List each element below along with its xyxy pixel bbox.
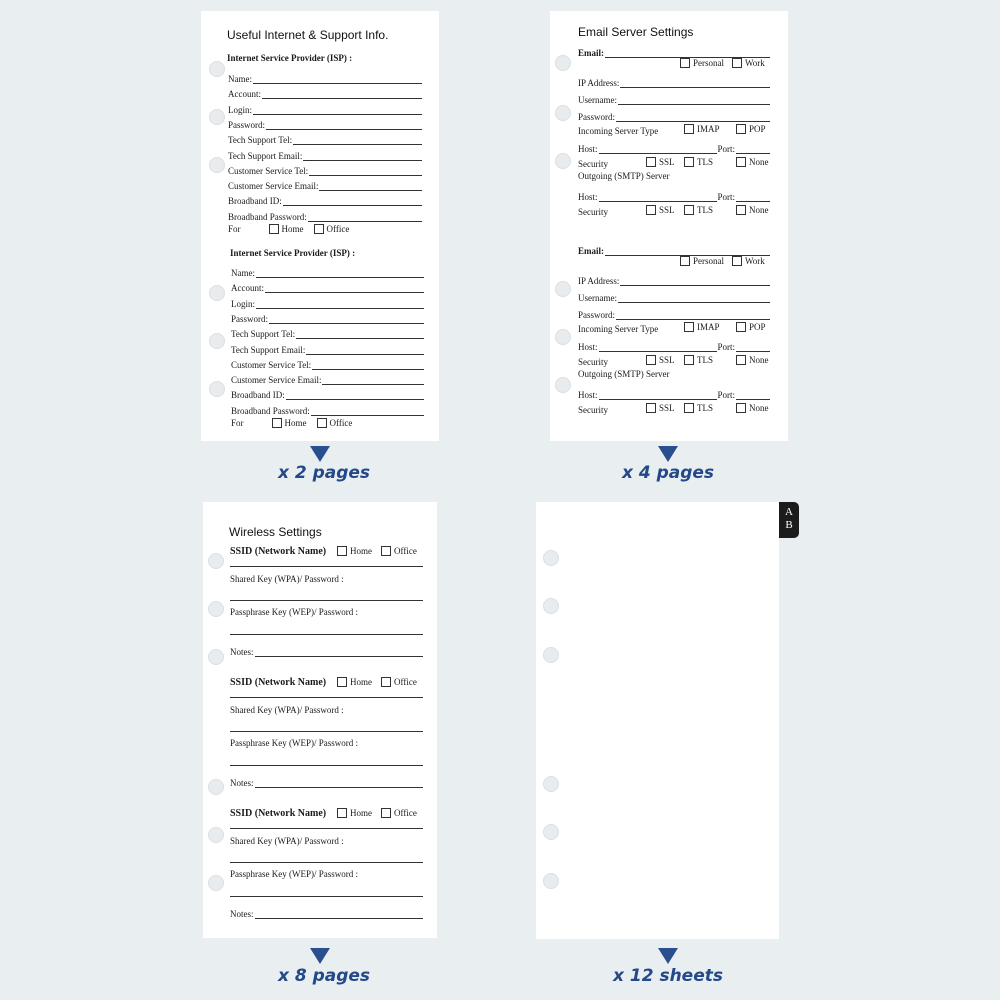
form-row bbox=[578, 142, 770, 154]
ssid-line[interactable] bbox=[230, 828, 423, 829]
form-row bbox=[231, 416, 424, 428]
form-row bbox=[231, 404, 424, 416]
isp-field-line[interactable] bbox=[283, 198, 422, 206]
tls-checkbox-box[interactable] bbox=[684, 205, 694, 215]
ssid-label: SSID (Network Name) bbox=[230, 808, 327, 819]
isp-field-line[interactable] bbox=[296, 331, 424, 339]
imap-checkbox[interactable] bbox=[684, 322, 720, 332]
username-line[interactable] bbox=[618, 97, 770, 105]
field-label: Username: bbox=[578, 95, 617, 105]
ssl-checkbox[interactable] bbox=[646, 355, 675, 365]
form-row bbox=[231, 266, 424, 278]
personal-checkbox[interactable] bbox=[680, 256, 724, 266]
punch-hole bbox=[208, 827, 224, 843]
isp-field-label: Customer Service Tel: bbox=[231, 359, 312, 370]
form-row bbox=[228, 179, 422, 191]
form-row bbox=[231, 358, 424, 370]
home-checkbox-label: Home bbox=[350, 546, 372, 556]
isp-field-line[interactable] bbox=[269, 316, 424, 324]
tls-checkbox-label: TLS bbox=[697, 355, 714, 365]
password-line[interactable] bbox=[616, 114, 770, 122]
host-label: Host: bbox=[578, 342, 598, 352]
none-checkbox-box[interactable] bbox=[736, 355, 746, 365]
tls-checkbox[interactable] bbox=[684, 205, 713, 215]
isp-field-line[interactable] bbox=[253, 107, 422, 115]
none-checkbox-label: None bbox=[749, 403, 769, 413]
passphrase-line[interactable] bbox=[230, 634, 423, 635]
host-label: Host: bbox=[578, 390, 598, 400]
punch-hole bbox=[543, 776, 559, 792]
form-row bbox=[578, 110, 770, 122]
isp-field-line[interactable] bbox=[293, 137, 422, 145]
isp-field-label: Broadband ID: bbox=[231, 390, 285, 401]
imap-checkbox-label: IMAP bbox=[697, 124, 720, 134]
office-checkbox-label: Office bbox=[394, 808, 417, 818]
form-row bbox=[231, 312, 424, 324]
office-checkbox-label: Office bbox=[394, 677, 417, 687]
punch-hole bbox=[209, 333, 225, 349]
isp-field-line[interactable] bbox=[256, 301, 424, 309]
tls-checkbox-label: TLS bbox=[697, 157, 714, 167]
form-row bbox=[578, 93, 770, 105]
punch-hole bbox=[209, 61, 225, 77]
form-row bbox=[578, 190, 770, 202]
punch-hole bbox=[209, 381, 225, 397]
ssl-checkbox-label: SSL bbox=[659, 157, 675, 167]
isp-field-line[interactable] bbox=[308, 214, 422, 222]
isp-section-header: Internet Service Provider (ISP) : bbox=[230, 248, 356, 258]
office-checkbox-box[interactable] bbox=[381, 677, 391, 687]
shared-key-label: Shared Key (WPA)/ Password : bbox=[230, 574, 344, 584]
personal-checkbox[interactable] bbox=[680, 58, 724, 68]
form-row bbox=[231, 373, 424, 385]
isp-field-label: Password: bbox=[228, 119, 266, 130]
notes-label: Notes: bbox=[230, 647, 254, 657]
work-checkbox[interactable] bbox=[732, 58, 765, 68]
imap-checkbox-label: IMAP bbox=[697, 322, 720, 332]
page-count-wireless: x 8 pages bbox=[277, 966, 371, 986]
pop-checkbox-label: POP bbox=[749, 322, 766, 332]
ssl-checkbox-box[interactable] bbox=[646, 403, 656, 413]
form-row bbox=[578, 291, 770, 303]
isp-field-line[interactable] bbox=[311, 408, 424, 416]
isp-field-line[interactable] bbox=[322, 377, 424, 385]
host-label: Host: bbox=[578, 144, 598, 154]
form-row bbox=[228, 72, 422, 84]
punch-hole bbox=[555, 329, 571, 345]
form-row bbox=[230, 645, 423, 657]
form-row bbox=[231, 281, 424, 293]
email-line[interactable] bbox=[605, 248, 770, 256]
notes-line[interactable] bbox=[255, 649, 424, 657]
down-arrow-icon bbox=[658, 948, 678, 964]
personal-checkbox-label: Personal bbox=[693, 256, 724, 266]
personal-checkbox-box[interactable] bbox=[680, 58, 690, 68]
office-checkbox-box[interactable] bbox=[381, 546, 391, 556]
isp-field-label: Account: bbox=[231, 283, 264, 294]
form-row bbox=[228, 133, 422, 145]
isp-field-label: Login: bbox=[228, 104, 252, 115]
isp-section-header: Internet Service Provider (ISP) : bbox=[227, 53, 353, 63]
page-count-isp: x 2 pages bbox=[277, 463, 371, 483]
pop-checkbox[interactable] bbox=[736, 124, 766, 134]
ip-line[interactable] bbox=[620, 80, 770, 88]
punch-hole bbox=[555, 377, 571, 393]
punch-hole bbox=[543, 647, 559, 663]
field-label: IP Address: bbox=[578, 276, 620, 286]
passphrase-line[interactable] bbox=[230, 765, 423, 766]
home-checkbox-box[interactable] bbox=[337, 677, 347, 687]
punch-hole bbox=[208, 601, 224, 617]
punch-hole bbox=[208, 553, 224, 569]
form-row bbox=[231, 388, 424, 400]
punch-hole bbox=[555, 55, 571, 71]
isp-field-label: Customer Service Tel: bbox=[228, 165, 309, 176]
form-row bbox=[231, 343, 424, 355]
punch-hole bbox=[555, 105, 571, 121]
form-row bbox=[578, 274, 770, 286]
none-checkbox-label: None bbox=[749, 157, 769, 167]
notes-label: Notes: bbox=[230, 909, 254, 919]
form-row bbox=[578, 340, 770, 352]
isp-field-label: Customer Service Email: bbox=[231, 375, 322, 386]
shared-key-label: Shared Key (WPA)/ Password : bbox=[230, 836, 344, 846]
work-checkbox-label: Work bbox=[745, 256, 765, 266]
down-arrow-icon bbox=[310, 948, 330, 964]
port-line[interactable] bbox=[736, 194, 770, 202]
office-checkbox[interactable] bbox=[381, 808, 417, 818]
work-checkbox[interactable] bbox=[732, 256, 765, 266]
punch-hole bbox=[543, 598, 559, 614]
ssl-checkbox-box[interactable] bbox=[646, 205, 656, 215]
blank-sheet bbox=[536, 502, 779, 939]
passphrase-label: Passphrase Key (WEP)/ Password : bbox=[230, 738, 358, 748]
shared-key-label: Shared Key (WPA)/ Password : bbox=[230, 705, 344, 715]
isp-field-line[interactable] bbox=[265, 285, 424, 293]
form-row bbox=[231, 327, 424, 339]
ssid-label: SSID (Network Name) bbox=[230, 677, 327, 688]
passphrase-line[interactable] bbox=[230, 896, 423, 897]
field-label: Password: bbox=[578, 310, 616, 320]
host-line[interactable] bbox=[599, 344, 718, 352]
tls-checkbox-box[interactable] bbox=[684, 157, 694, 167]
security-label: Security bbox=[578, 357, 608, 367]
incoming-server-label: Incoming Server Type bbox=[578, 126, 659, 136]
form-row bbox=[578, 244, 770, 256]
tls-checkbox[interactable] bbox=[684, 355, 713, 365]
isp-field-label: Tech Support Tel: bbox=[228, 135, 293, 146]
isp-field-label: Account: bbox=[228, 89, 261, 100]
form-row bbox=[228, 164, 422, 176]
for-label: For bbox=[228, 224, 241, 234]
field-label: Password: bbox=[578, 112, 616, 122]
outgoing-server-label: Outgoing (SMTP) Server bbox=[578, 171, 670, 181]
isp-field-line[interactable] bbox=[262, 91, 422, 99]
email-settings-page bbox=[550, 11, 788, 441]
office-checkbox-box[interactable] bbox=[381, 808, 391, 818]
ssl-checkbox-label: SSL bbox=[659, 205, 675, 215]
isp-field-line[interactable] bbox=[303, 153, 422, 161]
punch-hole bbox=[208, 779, 224, 795]
port-label: Port: bbox=[717, 144, 735, 154]
isp-field-label: Tech Support Email: bbox=[228, 150, 303, 161]
page-count-blank: x 12 sheets bbox=[613, 966, 723, 986]
punch-hole bbox=[209, 109, 225, 125]
ssid-line[interactable] bbox=[230, 566, 423, 567]
punch-hole bbox=[555, 153, 571, 169]
office-checkbox[interactable] bbox=[317, 418, 327, 428]
punch-hole bbox=[209, 157, 225, 173]
home-checkbox[interactable] bbox=[337, 808, 372, 818]
form-row bbox=[228, 194, 422, 206]
office-label: Office bbox=[329, 418, 353, 428]
port-line[interactable] bbox=[736, 344, 770, 352]
work-checkbox-box[interactable] bbox=[732, 256, 742, 266]
office-checkbox[interactable] bbox=[381, 677, 417, 687]
field-label: IP Address: bbox=[578, 78, 620, 88]
office-label: Office bbox=[326, 224, 350, 234]
home-checkbox[interactable] bbox=[337, 546, 372, 556]
tls-checkbox-label: TLS bbox=[697, 403, 714, 413]
isp-field-line[interactable] bbox=[256, 270, 424, 278]
punch-hole bbox=[555, 281, 571, 297]
office-checkbox-label: Office bbox=[394, 546, 417, 556]
form-row bbox=[228, 222, 422, 234]
isp-field-label: Broadband ID: bbox=[228, 196, 282, 207]
office-checkbox[interactable] bbox=[314, 224, 324, 234]
tls-checkbox-box[interactable] bbox=[684, 355, 694, 365]
passphrase-label: Passphrase Key (WEP)/ Password : bbox=[230, 869, 358, 879]
host-label: Host: bbox=[578, 192, 598, 202]
for-label: For bbox=[231, 418, 244, 428]
shared-key-line[interactable] bbox=[230, 600, 423, 601]
down-arrow-icon bbox=[658, 446, 678, 462]
punch-hole bbox=[208, 649, 224, 665]
notes-line[interactable] bbox=[255, 780, 424, 788]
home-checkbox[interactable] bbox=[269, 224, 279, 234]
form-row bbox=[228, 103, 422, 115]
down-arrow-icon bbox=[310, 446, 330, 462]
ssl-checkbox[interactable] bbox=[646, 403, 675, 413]
email-label: Email: bbox=[578, 246, 604, 256]
isp-field-label: Login: bbox=[231, 298, 255, 309]
none-checkbox-label: None bbox=[749, 355, 769, 365]
isp-field-line[interactable] bbox=[319, 183, 422, 191]
isp-info-page bbox=[201, 11, 439, 441]
work-checkbox-label: Work bbox=[745, 58, 765, 68]
imap-checkbox-box[interactable] bbox=[684, 322, 694, 332]
ssl-checkbox[interactable] bbox=[646, 205, 675, 215]
isp-field-label: Broadband Password: bbox=[228, 211, 307, 222]
none-checkbox-box[interactable] bbox=[736, 157, 746, 167]
password-line[interactable] bbox=[616, 312, 770, 320]
form-row bbox=[578, 388, 770, 400]
alphabet-tab bbox=[779, 502, 799, 538]
none-checkbox[interactable] bbox=[736, 157, 769, 167]
tab-letter: A bbox=[785, 506, 793, 518]
security-label: Security bbox=[578, 207, 608, 217]
passphrase-label: Passphrase Key (WEP)/ Password : bbox=[230, 607, 358, 617]
isp-field-line[interactable] bbox=[266, 122, 422, 130]
ssl-checkbox[interactable] bbox=[646, 157, 675, 167]
none-checkbox-label: None bbox=[749, 205, 769, 215]
tls-checkbox[interactable] bbox=[684, 157, 713, 167]
email-label: Email: bbox=[578, 48, 604, 58]
isp-field-label: Name: bbox=[228, 74, 252, 84]
form-row bbox=[578, 308, 770, 320]
tls-checkbox-label: TLS bbox=[697, 205, 714, 215]
pop-checkbox-box[interactable] bbox=[736, 322, 746, 332]
office-checkbox[interactable] bbox=[381, 546, 417, 556]
email-line[interactable] bbox=[605, 50, 770, 58]
port-label: Port: bbox=[717, 342, 735, 352]
form-row bbox=[230, 907, 423, 919]
security-label: Security bbox=[578, 405, 608, 415]
home-checkbox-box[interactable] bbox=[337, 808, 347, 818]
home-label: Home bbox=[284, 418, 307, 428]
punch-hole bbox=[543, 824, 559, 840]
personal-checkbox-label: Personal bbox=[693, 58, 724, 68]
host-line[interactable] bbox=[599, 146, 718, 154]
page-title: Wireless Settings bbox=[229, 525, 322, 539]
outgoing-server-label: Outgoing (SMTP) Server bbox=[578, 369, 670, 379]
wireless-settings-page bbox=[203, 502, 437, 938]
isp-field-line[interactable] bbox=[309, 168, 422, 176]
form-row bbox=[228, 87, 422, 99]
home-checkbox-box[interactable] bbox=[337, 546, 347, 556]
host-line[interactable] bbox=[599, 194, 718, 202]
none-checkbox-box[interactable] bbox=[736, 403, 746, 413]
ssl-checkbox-label: SSL bbox=[659, 355, 675, 365]
ssid-label: SSID (Network Name) bbox=[230, 546, 327, 557]
isp-field-label: Name: bbox=[231, 268, 255, 278]
shared-key-line[interactable] bbox=[230, 731, 423, 732]
page-title: Email Server Settings bbox=[578, 25, 694, 39]
port-line[interactable] bbox=[736, 146, 770, 154]
home-checkbox[interactable] bbox=[337, 677, 372, 687]
host-line[interactable] bbox=[599, 392, 718, 400]
isp-field-line[interactable] bbox=[286, 392, 424, 400]
isp-field-line[interactable] bbox=[306, 347, 424, 355]
punch-hole bbox=[543, 873, 559, 889]
form-row bbox=[228, 149, 422, 161]
home-checkbox-label: Home bbox=[350, 808, 372, 818]
punch-hole bbox=[208, 875, 224, 891]
port-label: Port: bbox=[717, 192, 735, 202]
tls-checkbox[interactable] bbox=[684, 403, 713, 413]
none-checkbox-box[interactable] bbox=[736, 205, 746, 215]
form-row bbox=[231, 297, 424, 309]
form-row bbox=[228, 210, 422, 222]
isp-field-label: Broadband Password: bbox=[231, 405, 310, 416]
punch-hole bbox=[209, 285, 225, 301]
ssid-line[interactable] bbox=[230, 697, 423, 698]
form-row bbox=[578, 76, 770, 88]
ip-line[interactable] bbox=[620, 278, 770, 286]
port-line[interactable] bbox=[736, 392, 770, 400]
pop-checkbox-box[interactable] bbox=[736, 124, 746, 134]
notes-line[interactable] bbox=[255, 911, 424, 919]
none-checkbox[interactable] bbox=[736, 355, 769, 365]
shared-key-line[interactable] bbox=[230, 862, 423, 863]
imap-checkbox[interactable] bbox=[684, 124, 720, 134]
pop-checkbox-label: POP bbox=[749, 124, 766, 134]
isp-field-line[interactable] bbox=[253, 76, 422, 84]
ssl-checkbox-box[interactable] bbox=[646, 355, 656, 365]
ssl-checkbox-label: SSL bbox=[659, 403, 675, 413]
port-label: Port: bbox=[717, 390, 735, 400]
form-row bbox=[230, 776, 423, 788]
isp-field-label: Customer Service Email: bbox=[228, 181, 319, 192]
isp-field-label: Password: bbox=[231, 313, 269, 324]
pop-checkbox[interactable] bbox=[736, 322, 766, 332]
work-checkbox-box[interactable] bbox=[732, 58, 742, 68]
username-line[interactable] bbox=[618, 295, 770, 303]
form-row bbox=[578, 46, 770, 58]
form-row bbox=[228, 118, 422, 130]
notes-label: Notes: bbox=[230, 778, 254, 788]
incoming-server-label: Incoming Server Type bbox=[578, 324, 659, 334]
page-count-email: x 4 pages bbox=[621, 463, 715, 483]
isp-field-label: Tech Support Email: bbox=[231, 344, 306, 355]
tab-letter: B bbox=[785, 519, 793, 531]
field-label: Username: bbox=[578, 293, 617, 303]
security-label: Security bbox=[578, 159, 608, 169]
home-label: Home bbox=[281, 224, 304, 234]
isp-field-line[interactable] bbox=[312, 362, 424, 370]
ssl-checkbox-box[interactable] bbox=[646, 157, 656, 167]
imap-checkbox-box[interactable] bbox=[684, 124, 694, 134]
home-checkbox-label: Home bbox=[350, 677, 372, 687]
punch-hole bbox=[543, 550, 559, 566]
none-checkbox[interactable] bbox=[736, 205, 769, 215]
page-title: Useful Internet & Support Info. bbox=[227, 28, 389, 42]
tls-checkbox-box[interactable] bbox=[684, 403, 694, 413]
isp-field-label: Tech Support Tel: bbox=[231, 329, 296, 340]
none-checkbox[interactable] bbox=[736, 403, 769, 413]
personal-checkbox-box[interactable] bbox=[680, 256, 690, 266]
home-checkbox[interactable] bbox=[272, 418, 282, 428]
